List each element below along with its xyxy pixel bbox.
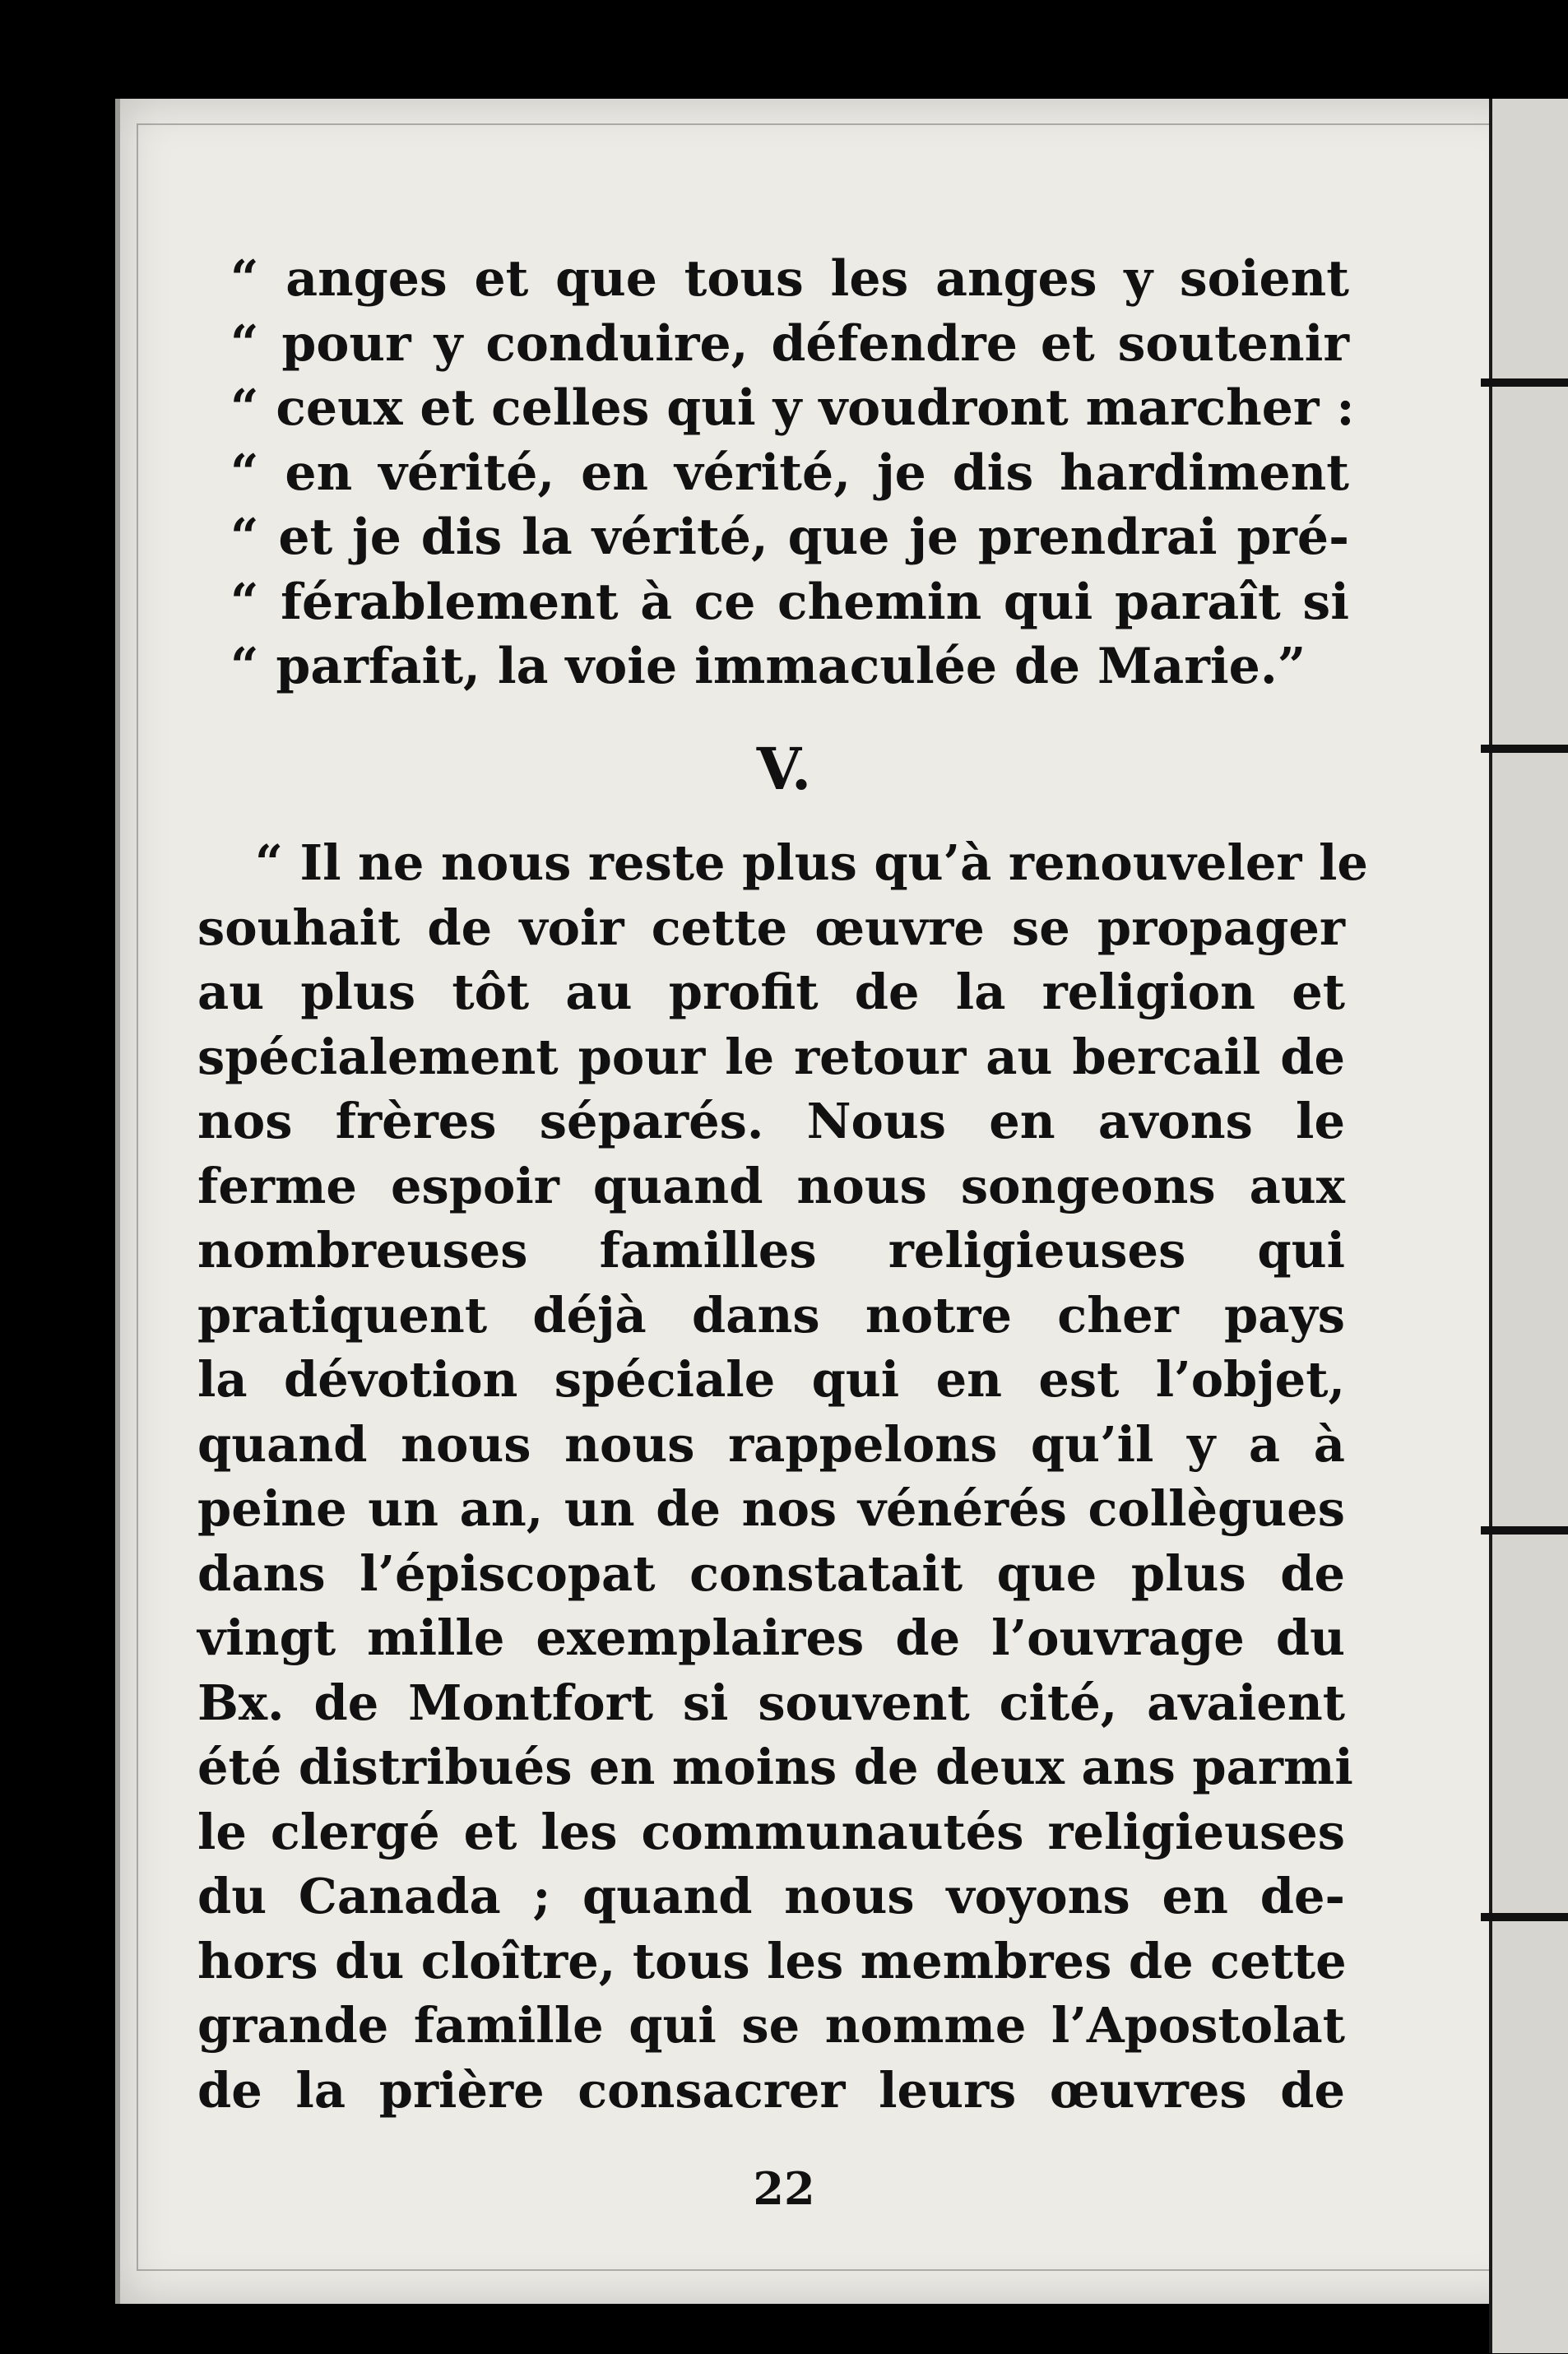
paragraph-line: ferme espoir quand nous songeons aux xyxy=(197,1157,1345,1214)
quote-line: “ ceux et celles qui y voudront marcher : xyxy=(230,379,1355,437)
binding-stitch xyxy=(1481,1913,1568,1921)
paragraph-line: pratiquent déjà dans notre cher pays xyxy=(197,1286,1345,1344)
quote-line: “ férablement à ce chemin qui paraît si xyxy=(230,573,1349,631)
binding-stitch xyxy=(1481,378,1568,387)
paragraph-line: nombreuses familles religieuses qui xyxy=(197,1222,1345,1279)
paragraph-line: été distribués en moins de deux ans parmi xyxy=(197,1739,1353,1795)
paragraph-line: de la prière consacrer leurs œuvres de xyxy=(197,2061,1345,2119)
binding-gutter xyxy=(1489,99,1568,2353)
quote-line: “ parfait, la voie immaculée de Marie.” xyxy=(230,638,1306,695)
page-number: 22 xyxy=(753,2162,815,2215)
paragraph-line: au plus tôt au profit de la religion et xyxy=(197,963,1345,1020)
paragraph-line: le clergé et les communautés religieuses xyxy=(197,1803,1345,1860)
quote-line: “ pour y conduire, défendre et soutenir xyxy=(230,314,1349,373)
paragraph-line: souhait de voir cette œuvre se propager xyxy=(197,898,1345,956)
paragraph-line: quand nous nous rappelons qu’il y a à xyxy=(197,1415,1345,1473)
quote-line: “ et je dis la vérité, que je prendrai pré- xyxy=(230,508,1349,566)
paragraph-line: dans l’épiscopat constatait que plus de xyxy=(197,1544,1345,1602)
paragraph-line: “ Il ne nous reste plus qu’à renouveler le xyxy=(255,834,1368,891)
paragraph-line: vingt mille exemplaires de l’ouvrage du xyxy=(197,1609,1345,1666)
paragraph-line: du Canada ; quand nous voyons en de- xyxy=(197,1868,1345,1925)
paragraph-line: nos frères séparés. Nous en avons le xyxy=(197,1093,1345,1149)
paragraph xyxy=(197,831,1368,2123)
paragraph-line: hors du cloître, tous les membres de cette xyxy=(197,1932,1347,1990)
binding-stitch xyxy=(1481,1526,1568,1535)
paragraph-line: peine un an, un de nos vénérés collègues xyxy=(197,1480,1345,1537)
quote-block xyxy=(230,247,1355,699)
quote-line: “ en vérité, en vérité, je dis hardiment xyxy=(230,443,1349,502)
quote-line: “ anges et que tous les anges y soient xyxy=(230,250,1349,308)
paragraph-line: la dévotion spéciale qui en est l’objet, xyxy=(197,1351,1345,1408)
section-heading: V. xyxy=(756,735,812,803)
paragraph-line: spécialement pour le retour au bercail de xyxy=(197,1028,1345,1085)
paragraph-line: grande famille qui se nomme l’Apostolat xyxy=(197,1997,1345,2054)
paragraph-line: Bx. de Montfort si souvent cité, avaient xyxy=(197,1674,1345,1731)
